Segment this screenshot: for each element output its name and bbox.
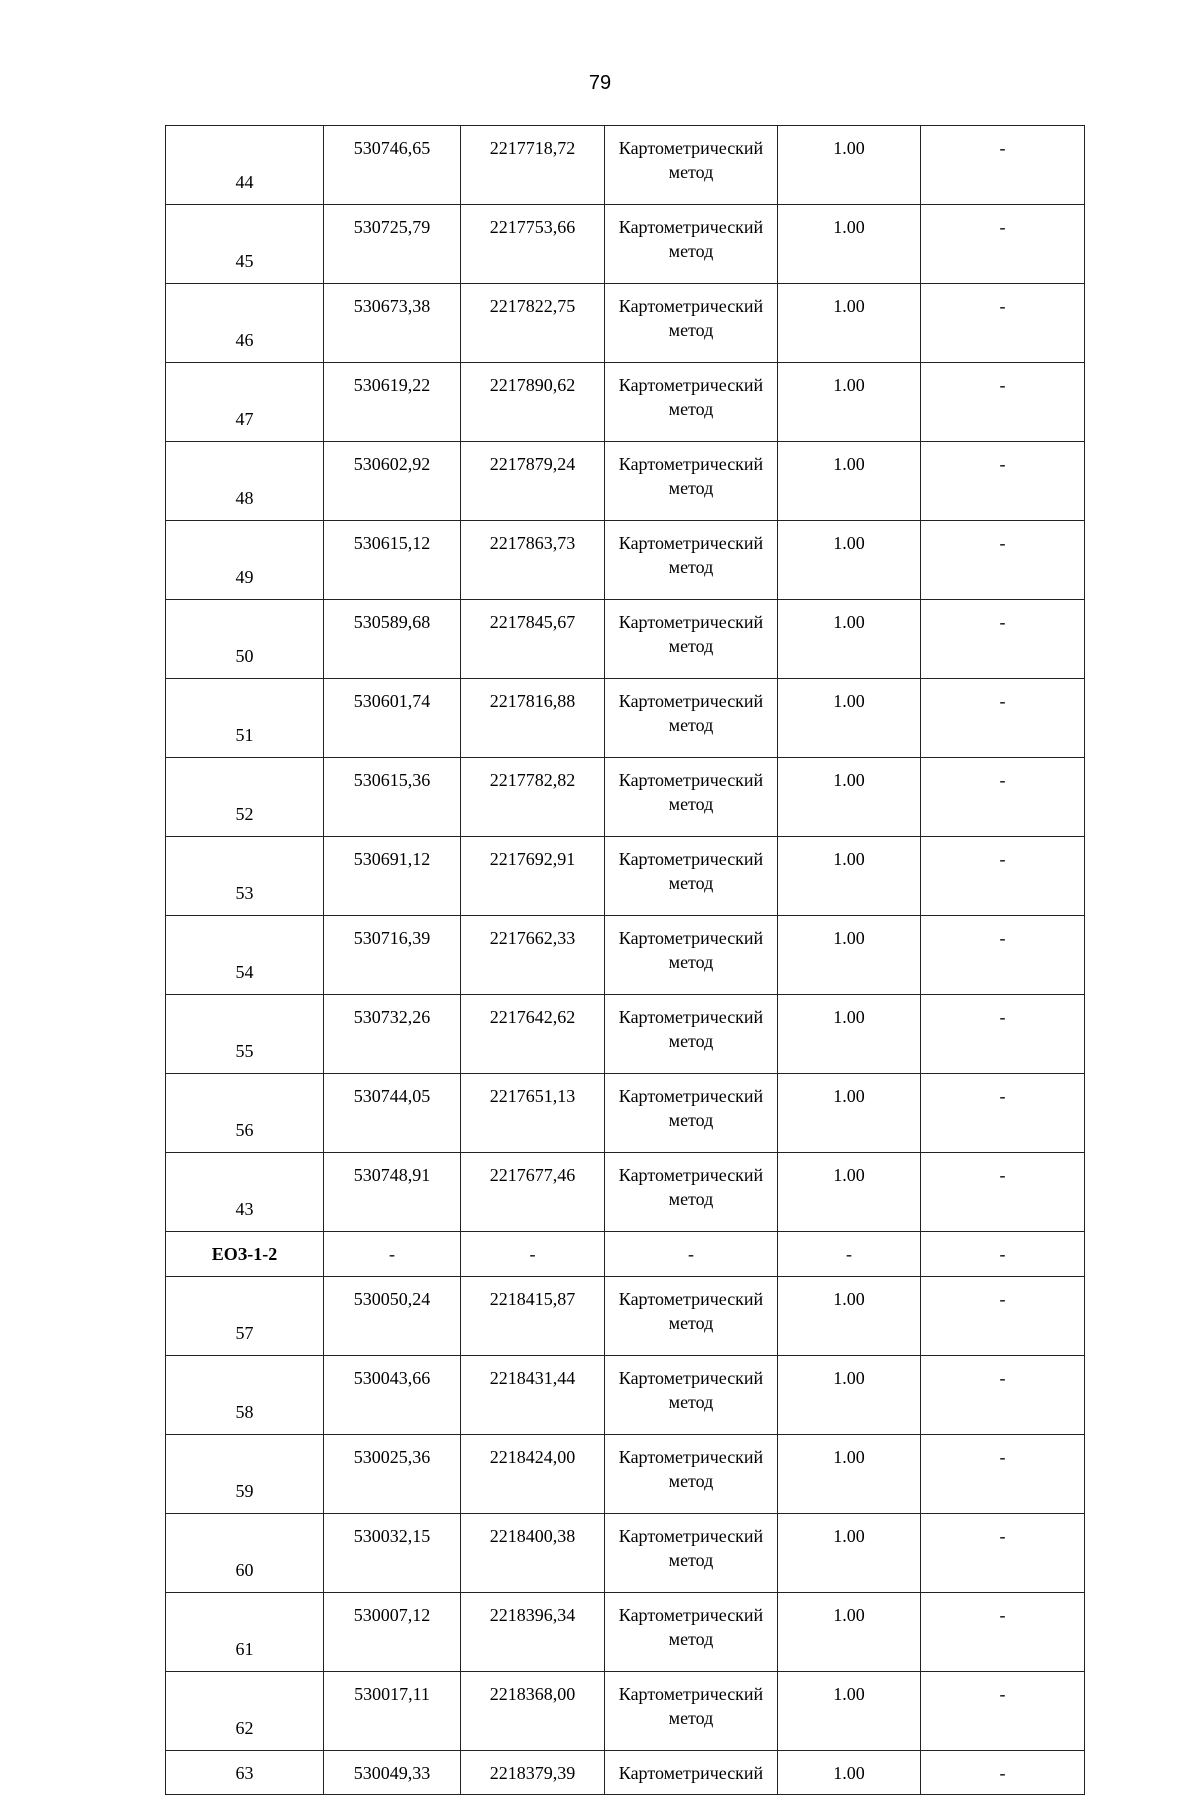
y-coordinate-cell: 2217822,75 — [461, 284, 605, 363]
x-coordinate-cell: 530615,12 — [324, 521, 461, 600]
accuracy-cell: 1.00 — [778, 679, 921, 758]
point-number-cell: 46 — [166, 284, 324, 363]
y-coordinate-cell: 2217642,62 — [461, 995, 605, 1074]
accuracy-cell: 1.00 — [778, 1435, 921, 1514]
y-coordinate-cell: 2218415,87 — [461, 1277, 605, 1356]
x-coordinate-cell: 530619,22 — [324, 363, 461, 442]
extra-cell: - — [921, 995, 1085, 1074]
method-cell — [605, 126, 778, 205]
accuracy-cell: 1.00 — [778, 837, 921, 916]
x-coordinate-cell: - — [324, 1232, 461, 1277]
extra-cell: - — [921, 205, 1085, 284]
accuracy-cell: 1.00 — [778, 205, 921, 284]
method-cell — [605, 363, 778, 442]
method-cell — [605, 442, 778, 521]
method-text: Картометрический метод — [618, 533, 764, 577]
method-text: Картометрический метод — [618, 691, 764, 735]
y-coordinate-cell: 2218424,00 — [461, 1435, 605, 1514]
x-coordinate-cell: 530007,12 — [324, 1593, 461, 1672]
extra-cell: - — [921, 442, 1085, 521]
table-row — [166, 916, 1085, 995]
method-text: Картометрический метод — [618, 612, 764, 656]
extra-cell: - — [921, 1153, 1085, 1232]
extra-cell: - — [921, 600, 1085, 679]
method-cell — [605, 1751, 778, 1795]
method-text: Картометрический метод — [618, 1526, 764, 1570]
method-text: Картометрический метод — [618, 928, 764, 972]
table-row — [166, 1153, 1085, 1232]
extra-cell: - — [921, 1672, 1085, 1751]
method-cell — [605, 916, 778, 995]
point-number-cell: 48 — [166, 442, 324, 521]
point-number-cell: 57 — [166, 1277, 324, 1356]
point-number-cell: 55 — [166, 995, 324, 1074]
point-number-cell: 56 — [166, 1074, 324, 1153]
y-coordinate-cell: 2217662,33 — [461, 916, 605, 995]
accuracy-cell: - — [778, 1232, 921, 1277]
table-row — [166, 363, 1085, 442]
accuracy-cell: 1.00 — [778, 758, 921, 837]
method-text: Картометрический — [618, 1762, 764, 1783]
x-coordinate-cell: 530725,79 — [324, 205, 461, 284]
x-coordinate-cell: 530748,91 — [324, 1153, 461, 1232]
coordinates-table — [165, 125, 1085, 1795]
accuracy-cell: 1.00 — [778, 916, 921, 995]
x-coordinate-cell: 530602,92 — [324, 442, 461, 521]
extra-cell: - — [921, 679, 1085, 758]
y-coordinate-cell: 2218368,00 — [461, 1672, 605, 1751]
extra-cell: - — [921, 916, 1085, 995]
point-number-cell: 63 — [166, 1751, 324, 1795]
section-label-cell: ЕОЗ-1-2 — [166, 1232, 324, 1277]
y-coordinate-cell: 2218379,39 — [461, 1751, 605, 1795]
x-coordinate-cell: 530673,38 — [324, 284, 461, 363]
extra-cell: - — [921, 1514, 1085, 1593]
extra-cell: - — [921, 1074, 1085, 1153]
extra-cell: - — [921, 1751, 1085, 1795]
y-coordinate-cell: 2217692,91 — [461, 837, 605, 916]
method-cell — [605, 1074, 778, 1153]
method-text: Картометрический метод — [618, 1289, 764, 1333]
y-coordinate-cell: 2217718,72 — [461, 126, 605, 205]
table-row — [166, 679, 1085, 758]
accuracy-cell: 1.00 — [778, 1074, 921, 1153]
table-row — [166, 1435, 1085, 1514]
x-coordinate-cell: 530691,12 — [324, 837, 461, 916]
method-text: Картометрический метод — [618, 1447, 764, 1491]
method-cell — [605, 1593, 778, 1672]
accuracy-cell: 1.00 — [778, 1593, 921, 1672]
accuracy-cell: 1.00 — [778, 126, 921, 205]
x-coordinate-cell: 530716,39 — [324, 916, 461, 995]
extra-cell: - — [921, 284, 1085, 363]
point-number-cell: 59 — [166, 1435, 324, 1514]
method-cell — [605, 1356, 778, 1435]
table-row — [166, 1593, 1085, 1672]
extra-cell: - — [921, 1356, 1085, 1435]
x-coordinate-cell: 530025,36 — [324, 1435, 461, 1514]
x-coordinate-cell: 530043,66 — [324, 1356, 461, 1435]
point-number-cell: 60 — [166, 1514, 324, 1593]
point-number-cell: 61 — [166, 1593, 324, 1672]
method-cell: - — [605, 1232, 778, 1277]
method-text: Картометрический метод — [618, 217, 764, 261]
y-coordinate-cell: 2218396,34 — [461, 1593, 605, 1672]
table-row — [166, 521, 1085, 600]
x-coordinate-cell: 530732,26 — [324, 995, 461, 1074]
section-header-row — [166, 1232, 1085, 1277]
table-row — [166, 758, 1085, 837]
table-row — [166, 205, 1085, 284]
method-cell — [605, 205, 778, 284]
extra-cell: - — [921, 363, 1085, 442]
coordinates-table-body — [166, 126, 1085, 1795]
extra-cell: - — [921, 758, 1085, 837]
y-coordinate-cell: 2217677,46 — [461, 1153, 605, 1232]
method-text: Картометрический метод — [618, 138, 764, 182]
extra-cell: - — [921, 521, 1085, 600]
y-coordinate-cell: 2217845,67 — [461, 600, 605, 679]
method-text: Картометрический метод — [618, 1684, 764, 1728]
accuracy-cell: 1.00 — [778, 600, 921, 679]
point-number-cell: 49 — [166, 521, 324, 600]
table-row — [166, 284, 1085, 363]
y-coordinate-cell: 2218400,38 — [461, 1514, 605, 1593]
method-text: Картометрический метод — [618, 1368, 764, 1412]
y-coordinate-cell: 2217816,88 — [461, 679, 605, 758]
table-row — [166, 442, 1085, 521]
table-row — [166, 995, 1085, 1074]
table-row — [166, 126, 1085, 205]
method-text: Картометрический метод — [618, 1086, 764, 1130]
accuracy-cell: 1.00 — [778, 442, 921, 521]
x-coordinate-cell: 530049,33 — [324, 1751, 461, 1795]
table-row — [166, 837, 1085, 916]
x-coordinate-cell: 530615,36 — [324, 758, 461, 837]
table-row — [166, 1356, 1085, 1435]
method-text: Картометрический метод — [618, 849, 764, 893]
x-coordinate-cell: 530746,65 — [324, 126, 461, 205]
accuracy-cell: 1.00 — [778, 1672, 921, 1751]
accuracy-cell: 1.00 — [778, 1277, 921, 1356]
point-number-cell: 54 — [166, 916, 324, 995]
y-coordinate-cell: 2217879,24 — [461, 442, 605, 521]
method-text: Картометрический метод — [618, 1165, 764, 1209]
accuracy-cell: 1.00 — [778, 1514, 921, 1593]
point-number-cell: 44 — [166, 126, 324, 205]
y-coordinate-cell: 2218431,44 — [461, 1356, 605, 1435]
method-cell — [605, 837, 778, 916]
method-cell — [605, 1435, 778, 1514]
method-cell — [605, 521, 778, 600]
point-number-cell: 51 — [166, 679, 324, 758]
extra-cell: - — [921, 1232, 1085, 1277]
method-cell — [605, 1277, 778, 1356]
y-coordinate-cell: 2217863,73 — [461, 521, 605, 600]
x-coordinate-cell: 530601,74 — [324, 679, 461, 758]
page-number: 79 — [588, 72, 612, 94]
point-number-cell: 53 — [166, 837, 324, 916]
table-row — [166, 1751, 1085, 1795]
table-row — [166, 1514, 1085, 1593]
method-cell — [605, 1153, 778, 1232]
method-cell — [605, 995, 778, 1074]
x-coordinate-cell: 530744,05 — [324, 1074, 461, 1153]
method-text: Картометрический метод — [618, 296, 764, 340]
accuracy-cell: 1.00 — [778, 363, 921, 442]
y-coordinate-cell: 2217890,62 — [461, 363, 605, 442]
method-text: Картометрический метод — [618, 1605, 764, 1649]
accuracy-cell: 1.00 — [778, 284, 921, 363]
method-text: Картометрический метод — [618, 1007, 764, 1051]
y-coordinate-cell: 2217753,66 — [461, 205, 605, 284]
method-text: Картометрический метод — [618, 770, 764, 814]
y-coordinate-cell: 2217782,82 — [461, 758, 605, 837]
table-row — [166, 1672, 1085, 1751]
method-cell — [605, 1514, 778, 1593]
point-number-cell: 50 — [166, 600, 324, 679]
y-coordinate-cell: - — [461, 1232, 605, 1277]
extra-cell: - — [921, 126, 1085, 205]
point-number-cell: 58 — [166, 1356, 324, 1435]
point-number-cell: 52 — [166, 758, 324, 837]
x-coordinate-cell: 530050,24 — [324, 1277, 461, 1356]
extra-cell: - — [921, 1593, 1085, 1672]
extra-cell: - — [921, 1277, 1085, 1356]
accuracy-cell: 1.00 — [778, 995, 921, 1074]
point-number-cell: 47 — [166, 363, 324, 442]
table-row — [166, 1074, 1085, 1153]
method-cell — [605, 1672, 778, 1751]
point-number-cell: 62 — [166, 1672, 324, 1751]
method-cell — [605, 758, 778, 837]
table-row — [166, 600, 1085, 679]
method-cell — [605, 600, 778, 679]
extra-cell: - — [921, 837, 1085, 916]
x-coordinate-cell: 530032,15 — [324, 1514, 461, 1593]
accuracy-cell: 1.00 — [778, 1751, 921, 1795]
point-number-cell: 45 — [166, 205, 324, 284]
x-coordinate-cell: 530589,68 — [324, 600, 461, 679]
accuracy-cell: 1.00 — [778, 1153, 921, 1232]
method-text: Картометрический метод — [618, 375, 764, 419]
method-cell — [605, 679, 778, 758]
table-row — [166, 1277, 1085, 1356]
method-cell — [605, 284, 778, 363]
y-coordinate-cell: 2217651,13 — [461, 1074, 605, 1153]
method-text: Картометрический метод — [618, 454, 764, 498]
accuracy-cell: 1.00 — [778, 1356, 921, 1435]
extra-cell: - — [921, 1435, 1085, 1514]
point-number-cell: 43 — [166, 1153, 324, 1232]
x-coordinate-cell: 530017,11 — [324, 1672, 461, 1751]
accuracy-cell: 1.00 — [778, 521, 921, 600]
